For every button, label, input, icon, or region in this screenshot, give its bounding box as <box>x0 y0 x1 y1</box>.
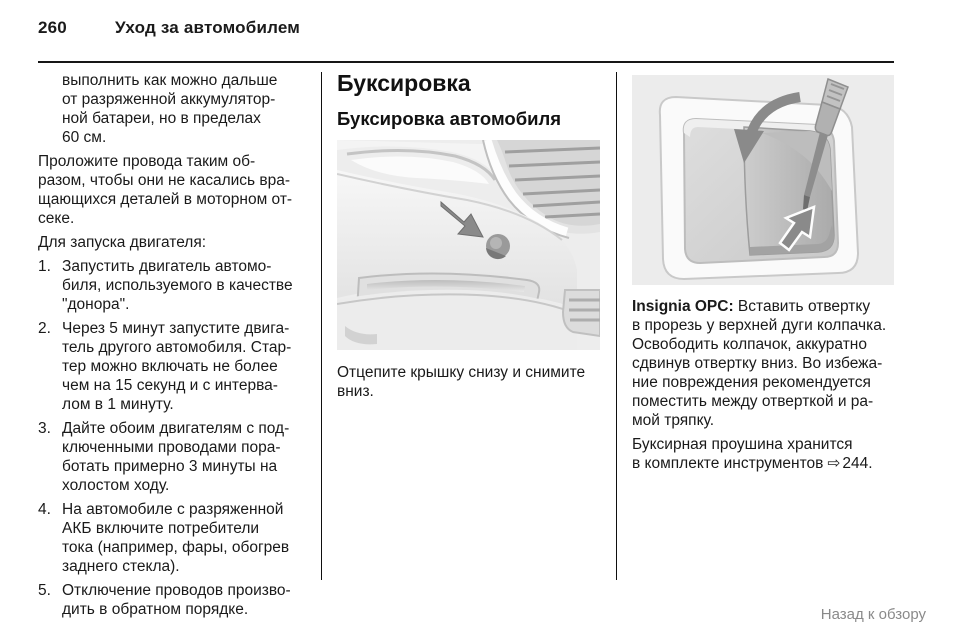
section-heading: Буксировка <box>337 70 471 96</box>
list-item-text: Дайте обоим двигателям с под- ключенными проводами пора- ботать примерно 3 минуты на холостом ходу. <box>62 420 290 494</box>
towing-eye-cover-screwdriver-image <box>632 75 894 285</box>
back-to-overview-link[interactable]: Назад к обзору <box>820 606 926 623</box>
list-item <box>38 257 320 314</box>
paragraph-text: в комплекте инструментов <box>632 455 824 472</box>
lead-text: Вставить отвертку <box>733 298 871 315</box>
page-cross-reference[interactable] <box>823 455 872 472</box>
reference-page-number: 244. <box>842 455 873 472</box>
left-column <box>38 71 320 624</box>
column-divider-right <box>616 72 617 580</box>
section-subheading: Буксировка автомобиля <box>337 108 562 129</box>
list-item <box>38 419 320 495</box>
list-item <box>38 581 320 619</box>
chapter-title: Уход за автомобилем <box>115 18 301 37</box>
paragraph: Для запуска двигателя: <box>38 234 207 251</box>
list-item <box>38 319 320 414</box>
figure-caption: Отцепите крышку снизу и снимите вниз. <box>337 364 586 400</box>
page-number: 260 <box>38 18 67 37</box>
hanging-paragraph: выполнить как можно дальше от разряженной аккумулятор- ной батареи, но в пределах 60 см. <box>62 72 278 146</box>
list-item-text: Отключение проводов произво- дить в обратном порядке. <box>62 582 291 618</box>
middle-column <box>337 68 601 401</box>
list-number: 2. <box>38 320 51 337</box>
model-label: Insignia OPC: <box>632 298 734 315</box>
list-number: 4. <box>38 501 51 518</box>
list-number: 5. <box>38 582 51 599</box>
list-number: 3. <box>38 420 51 437</box>
list-item-text: На автомобиле с разряженной АКБ включите потребители тока (например, фары, обогрев заднего стекла). <box>62 501 290 575</box>
front-bumper-towing-eye-cover-image <box>337 140 600 350</box>
list-item-text: Запустить двигатель автомо- биля, используемого в качестве "донора". <box>62 258 293 313</box>
column-divider-left <box>321 72 322 580</box>
towing-eye-storage-paragraph <box>632 435 895 473</box>
paragraph-text: Буксирная проушина хранится <box>632 436 853 453</box>
list-item-text: Через 5 минут запустите двига- тель другого автомобиля. Стар- тер можно включать не более чем на 15 секунд и с интерва- лом в 1 минуту. <box>62 320 292 413</box>
header-rule <box>38 61 894 63</box>
paragraph-text: в прорезь у верхней дуги колпачка. Освободить колпачок, аккуратно сдвинув отвертку вниз. Во избежа- ние повреждения рекомендуется поместить между отверткой и ра- мой тряпку. <box>632 317 887 429</box>
list-number: 1. <box>38 258 51 275</box>
insignia-opc-paragraph <box>632 297 895 430</box>
right-column <box>632 75 895 478</box>
list-item <box>38 500 320 576</box>
paragraph: Проложите провода таким об- разом, чтобы они не касались вра- щающихся деталей в моторном от- секе. <box>38 153 293 227</box>
reference-arrow-icon: ⇨ <box>827 455 841 472</box>
